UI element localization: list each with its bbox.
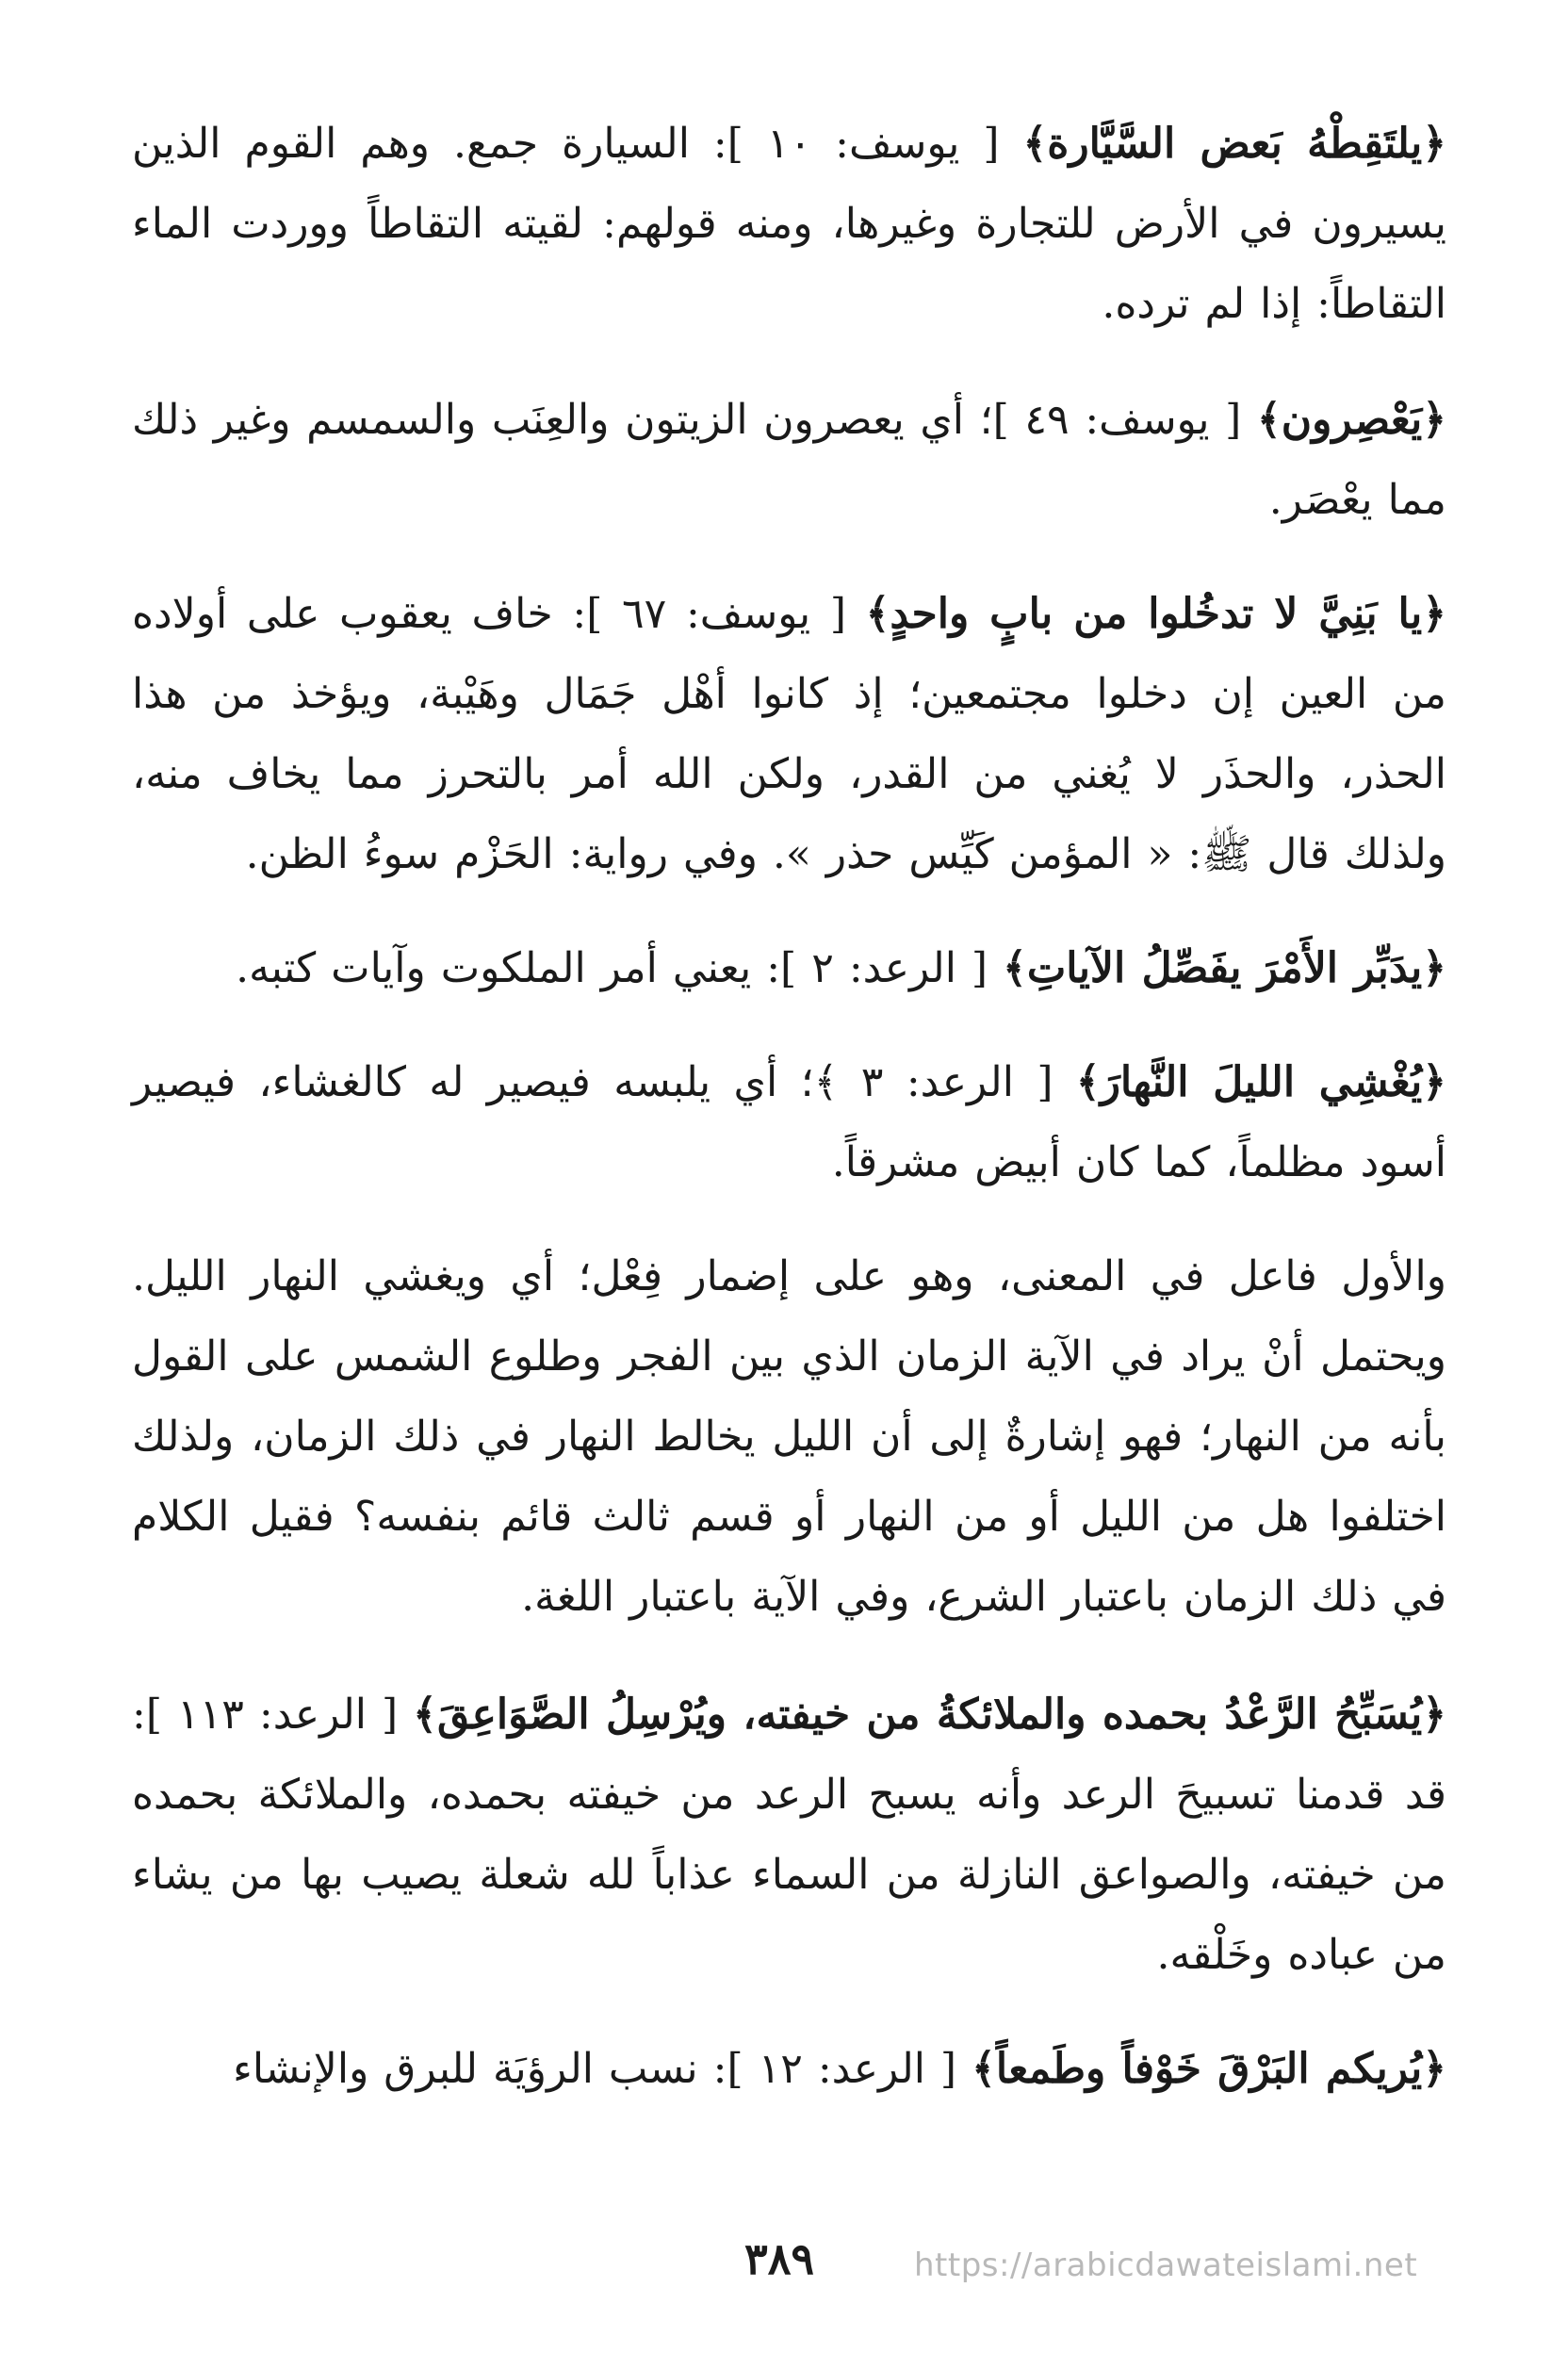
quran-quote: ﴿يدَبِّر الأَمْرَ يفَصِّلُ الآياتِ﴾: [1003, 944, 1446, 992]
entry-yudabbir: [132, 928, 1446, 1008]
entry-explanation: [132, 1236, 1446, 1637]
commentary-text: [ الرعد: ٢ ]: يعني أمر الملكوت وآيات كتبه.: [236, 944, 1004, 992]
quran-quote: ﴿يُسَبِّحُ الرَّعْدُ بحمده والملائكةُ من خيفته، ويُرْسِلُ الصَّوَاعِقَ﴾: [413, 1691, 1446, 1739]
quran-quote: ﴿يُريكم البَرْقَ خَوْفاً وطَمعاً﴾: [972, 2045, 1446, 2093]
entry-yasirun: [132, 380, 1446, 540]
book-page: [132, 104, 1446, 2309]
commentary-text: [ يوسف: ٤٩ ]؛ أي يعصرون الزيتون والعِنَب والسمسم وغير ذلك مما يعْصَر.: [132, 396, 1446, 524]
entry-yughshi: [132, 1042, 1446, 1202]
entry-yusabbih: [132, 1675, 1446, 1995]
commentary-text: [ الرعد: ١٢ ]: نسب الرؤيَة للبرق والإنشاء: [233, 2045, 972, 2093]
page-footer: [0, 2233, 1568, 2309]
entry-yurikum: [132, 2029, 1446, 2109]
entry-yaltaqith: [132, 104, 1446, 344]
page-number: ٣٨٩: [744, 2233, 815, 2284]
quran-quote: ﴿يَعْصِرون﴾: [1256, 396, 1447, 444]
quran-quote: ﴿يا بَنِيَّ لا تدخُلوا من بابٍ واحدٍ﴾: [865, 590, 1446, 638]
quran-quote: ﴿يلتَقِطْهُ بَعض السَّيَّارة﴾: [1022, 120, 1446, 168]
entry-ya-banayya: [132, 574, 1446, 894]
commentary-text: والأول فاعل في المعنى، وهو على إضمار فِعْل؛ أي ويغشي النهار الليل. ويحتمل أنْ يراد في الآية الزمان الذي بين الفجر وطلوع الشمس على القول بأنه من النهار؛ فهو إشارةٌ إلى أن الليل يخالط النهار في ذلك الزمان، ولذلك اختلفوا هل من الليل أو من النهار أو قسم ثالث قائم بنفسه؟ فقيل الكلام في ذلك الزمان باعتبار الشرع، وفي الآية باعتبار اللغة.: [132, 1252, 1446, 1621]
commentary-text: [ يوسف: ١٠ ]: السيارة جمع. وهم القوم الذين يسيرون في الأرض للتجارة وغيرها، ومنه قولهم: لقيته التقاطاً ووردت الماء التقاطاً: إذا لم ترده.: [132, 120, 1446, 328]
watermark-url: https://arabicdawateislami.net: [914, 2247, 1418, 2284]
commentary-text: [ الرعد: ٣ ﴾؛ أي يلبسه فيصير له كالغشاء، فيصير أسود مظلماً، كما كان أبيض مشرقاً.: [132, 1058, 1446, 1186]
commentary-text: [ الرعد: ١١٣ ]: قد قدمنا تسبيحَ الرعد وأنه يسبح الرعد من خيفته بحمده، والملائكة بحمده من خيفته، والصواعق النازلة من السماء عذاباً لله شعلة يصيب بها من يشاء من عباده وخَلْقه.: [132, 1691, 1446, 1979]
quran-quote: ﴿يُغْشِي الليلَ النَّهارَ﴾: [1075, 1058, 1446, 1106]
commentary-text: [ يوسف: ٦٧ ]: خاف يعقوب على أولاده من العين إن دخلوا مجتمعين؛ إذ كانوا أهْل جَمَال وهَيْبة، ويؤخذ من هذا الحذر، والحذَر لا يُغني من القدر، ولكن الله أمر بالتحرز مما يخاف منه، ولذلك قال ﷺ: « المؤمن كَيِّس حذر ». وفي رواية: الحَزْم سوءُ الظن.: [132, 590, 1446, 878]
